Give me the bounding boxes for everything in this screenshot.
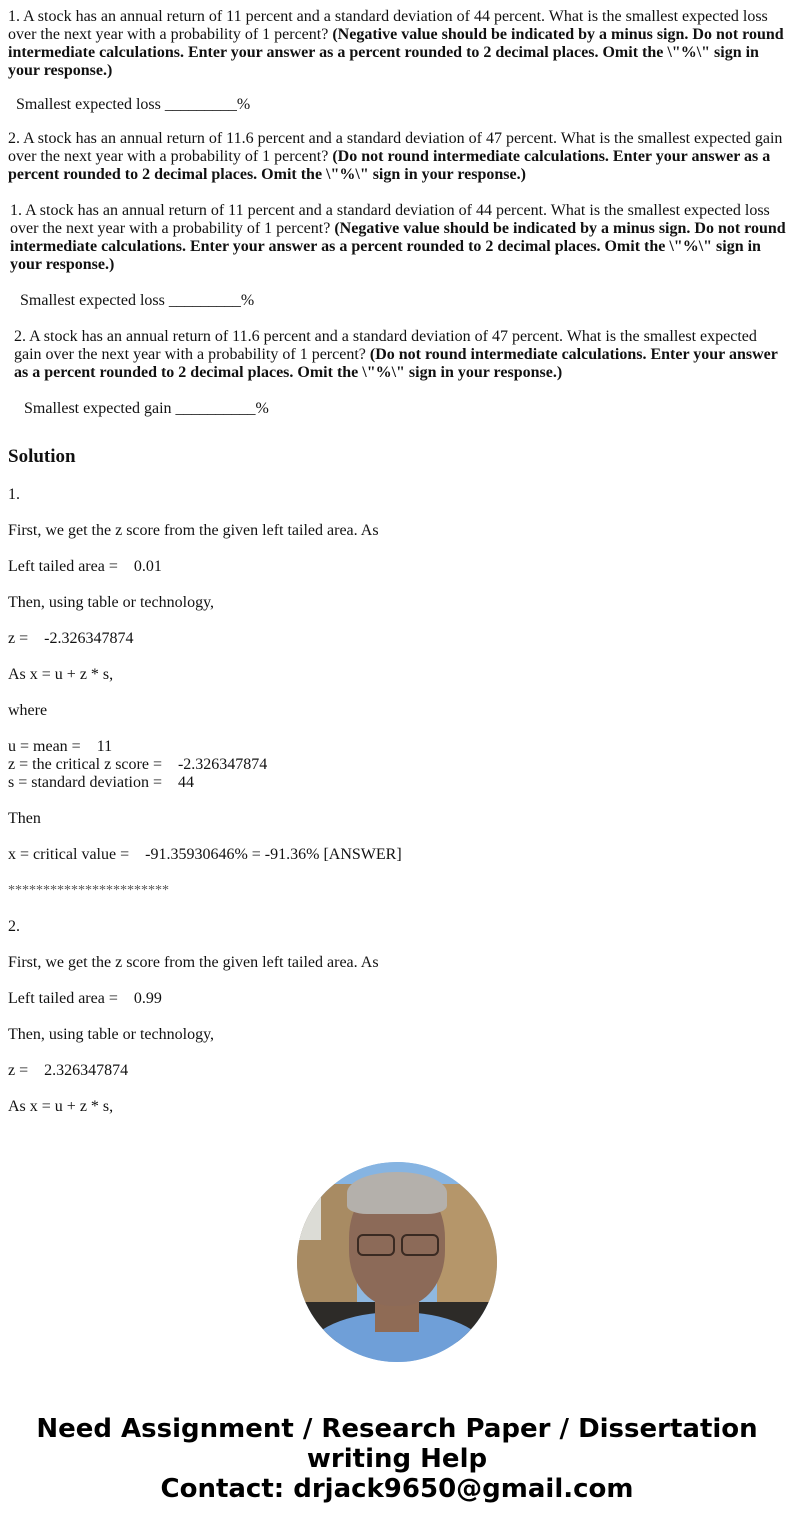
- answer-line-gain: [14, 400, 786, 418]
- critical-value-result: x = critical value = -91.35930646% = -91.36% [ANSWER]: [8, 846, 402, 863]
- question-number: 1.: [8, 8, 20, 25]
- solution-heading: Solution: [8, 446, 76, 467]
- then-label: Then: [8, 810, 41, 827]
- question-body: A stock has an annual return of 11.6 percent and a standard deviation of 47 percent. What is the smallest expected gain over the next year with a probability of 1 percent?: [8, 130, 783, 165]
- solution-using: Then, using table or technology,: [8, 1026, 215, 1043]
- solution-intro: First, we get the z score from the given left tailed area. As: [8, 954, 379, 971]
- solution-part-2: [8, 918, 786, 1116]
- question-number: 2.: [8, 130, 20, 147]
- sd-def: s = standard deviation = 44: [8, 774, 195, 791]
- z-value: z = 2.326347874: [8, 1062, 129, 1079]
- question-number: 1.: [10, 202, 22, 219]
- question-body: A stock has an annual return of 11 percent and a standard deviation of 44 percent. What is the smallest expected loss over the next year with a probability of 1 percent?: [8, 8, 768, 43]
- question-2-repeat-text: [14, 328, 786, 382]
- answer-label: Smallest expected loss: [16, 96, 161, 113]
- question-number: 2.: [14, 328, 26, 345]
- formula: As x = u + z * s,: [8, 666, 114, 683]
- question-instructions: (Do not round intermediate calculations. Enter your answer as a percent rounded to 2 decimal places. Omit the \"%\" sign in your response.): [8, 148, 771, 183]
- question-body: A stock has an annual return of 11.6 percent and a standard deviation of 47 percent. What is the smallest expected gain over the next year with a probability of 1 percent?: [14, 328, 757, 363]
- answer-label: Smallest expected loss: [20, 292, 165, 309]
- answer-blank: _________: [164, 96, 237, 113]
- question-2-text: [8, 130, 786, 184]
- answer-unit: %: [236, 96, 251, 113]
- answer-blank: __________: [175, 400, 256, 417]
- question-instructions: (Negative value should be indicated by a minus sign. Do not round intermediate calculations. Enter your answer as a percent rounded to 2 decimal places. Omit the \"%\" sign in your response.): [8, 26, 784, 79]
- promo-contact: Contact: drjack9650@gmail.com: [160, 1474, 634, 1504]
- solution-using: Then, using table or technology,: [8, 594, 215, 611]
- avatar-container: [8, 1162, 786, 1362]
- z-def: z = the critical z score = -2.326347874: [8, 756, 268, 773]
- question-2: [8, 130, 786, 184]
- answer-line-loss: [8, 96, 786, 114]
- question-1-text: [8, 8, 786, 80]
- formula: As x = u + z * s,: [8, 1098, 114, 1115]
- question-instructions: (Do not round intermediate calculations. Enter your answer as a percent rounded to 2 decimal places. Omit the \"%\" sign in your response.): [14, 346, 778, 381]
- question-1: [8, 0, 786, 114]
- solution-part-1: [8, 486, 786, 900]
- promo-banner: [8, 1414, 786, 1504]
- question-instructions: (Negative value should be indicated by a minus sign. Do not round intermediate calculations. Enter your answer as a percent rounded to 2 decimal places. Omit the \"%\" sign in your response.): [10, 220, 786, 273]
- answer-line-loss-repeat: [10, 292, 786, 310]
- answer-unit: %: [255, 400, 269, 417]
- answer-unit: %: [240, 292, 255, 309]
- question-1-repeat-text: [10, 202, 786, 274]
- left-tailed-area: Left tailed area = 0.99: [8, 990, 162, 1007]
- mean-def: u = mean = 11: [8, 738, 113, 755]
- promo-line-1: Need Assignment / Research Paper / Dissertation writing Help: [36, 1414, 758, 1474]
- left-tailed-area: Left tailed area = 0.01: [8, 558, 162, 575]
- answer-blank: _________: [168, 292, 241, 309]
- z-value: z = -2.326347874: [8, 630, 134, 647]
- part-number: 2.: [8, 918, 20, 935]
- where-label: where: [8, 702, 48, 719]
- question-2-repeat: [10, 328, 786, 418]
- question-body: A stock has an annual return of 11 percent and a standard deviation of 44 percent. What is the smallest expected loss over the next year with a probability of 1 percent?: [10, 202, 770, 237]
- part-number: 1.: [8, 486, 20, 503]
- answer-label: Smallest expected gain: [24, 400, 172, 417]
- solution-intro: First, we get the z score from the given left tailed area. As: [8, 522, 379, 539]
- avatar: [297, 1162, 497, 1362]
- question-repeat-block: [8, 202, 786, 418]
- separator: ***********************: [8, 883, 169, 898]
